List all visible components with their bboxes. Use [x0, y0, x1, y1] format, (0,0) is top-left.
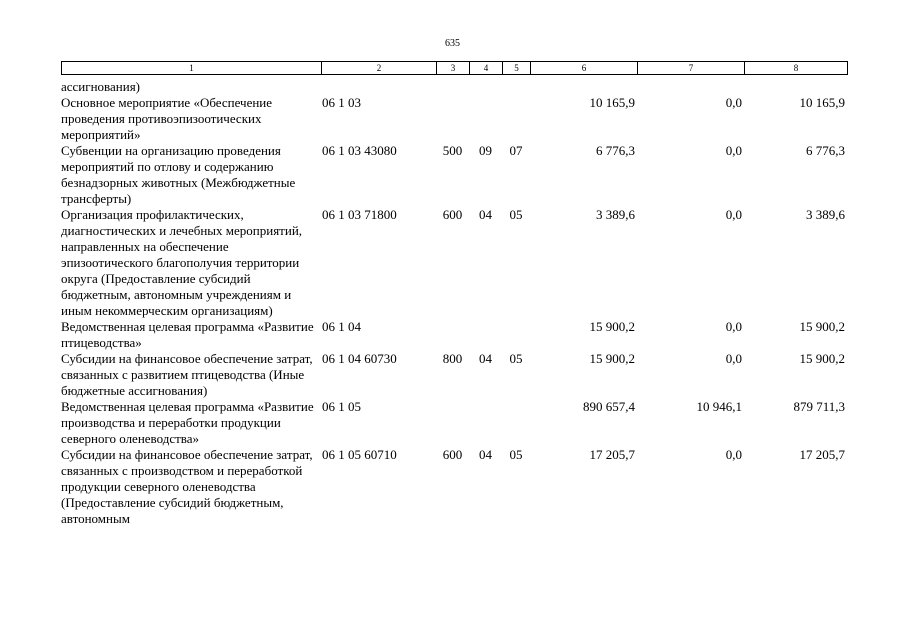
page-number: 635: [445, 38, 460, 49]
row-sum-subvention: [637, 79, 744, 95]
row-code: 06 1 03 71800: [322, 207, 397, 222]
row-sum-own: 15 900,2: [799, 319, 845, 334]
row-sum-subvention: 10 946,1: [696, 399, 742, 414]
table-row: [61, 399, 847, 447]
data-table: [61, 79, 847, 527]
row-sum-total: 890 657,4: [583, 399, 635, 414]
header-col-3: 3: [437, 62, 470, 75]
row-section: 04: [479, 351, 492, 366]
row-name: Ведомственная целевая программа «Развитие производства и переработки продукции северного оленеводства»: [61, 399, 314, 446]
row-section: [469, 79, 502, 95]
header-col-2: 2: [322, 62, 437, 75]
row-expense-type: 800: [442, 351, 463, 366]
row-subsection: 05: [509, 447, 523, 462]
row-subsection: [502, 319, 530, 351]
table-row: [61, 207, 847, 319]
row-sum-subvention: 0,0: [725, 351, 742, 366]
table-row: [61, 351, 847, 399]
row-name: Ведомственная целевая программа «Развитие птицеводства»: [61, 319, 314, 350]
row-subsection: 05: [509, 207, 523, 222]
row-section: [469, 95, 502, 143]
row-section: [469, 319, 502, 351]
row-sum-total: 17 205,7: [589, 447, 635, 462]
row-section: 04: [479, 447, 492, 462]
row-code: 06 1 03: [322, 95, 361, 110]
table-body: [61, 79, 847, 527]
row-sum-own: [744, 79, 847, 95]
row-sum-subvention: 0,0: [725, 207, 742, 222]
header-col-6: 6: [531, 62, 638, 75]
row-section: 04: [479, 207, 492, 222]
row-name: ассигнования): [61, 79, 141, 94]
row-expense-type: 500: [442, 143, 463, 158]
row-code: 06 1 03 43080: [322, 143, 397, 158]
row-code: 06 1 05: [322, 399, 361, 414]
header-col-8: 8: [745, 62, 848, 75]
header-col-7: 7: [638, 62, 745, 75]
table-header: [61, 61, 848, 75]
row-sum-own: 10 165,9: [799, 95, 845, 110]
row-expense-type: [436, 399, 469, 447]
row-sum-own: 17 205,7: [799, 447, 845, 462]
row-code: 06 1 05 60710: [322, 447, 397, 462]
row-sum-subvention: 0,0: [725, 447, 742, 462]
row-sum-own: 3 389,6: [806, 207, 845, 222]
row-sum-subvention: 0,0: [725, 143, 742, 158]
row-expense-type: 600: [442, 207, 463, 222]
row-expense-type: [436, 79, 469, 95]
row-expense-type: [436, 95, 469, 143]
row-sum-total: 3 389,6: [596, 207, 635, 222]
row-sum-total: 15 900,2: [589, 351, 635, 366]
row-sum-subvention: 0,0: [725, 319, 742, 334]
row-sum-own: 879 711,3: [793, 399, 845, 414]
header-col-1: 1: [62, 62, 322, 75]
row-sum-total: [530, 79, 637, 95]
row-code: 06 1 04: [322, 319, 361, 334]
row-name: Основное мероприятие «Обеспечение проведения противоэпизоотических мероприятий»: [61, 95, 273, 142]
row-sum-own: 15 900,2: [799, 351, 845, 366]
row-name: Субсидии на финансовое обеспечение затрат, связанных с развитием птицеводства (Иные бюджетные ассигнования): [61, 351, 313, 398]
row-name: Субвенции на организацию проведения мероприятий по отлову и содержанию безнадзорных животных (Межбюджетные трансферты): [61, 143, 296, 206]
row-subsection: [502, 79, 530, 95]
row-subsection: 07: [509, 143, 523, 158]
row-subsection: 05: [509, 351, 523, 366]
table-row: [61, 447, 847, 527]
table-row: [61, 143, 847, 207]
row-section: [469, 399, 502, 447]
header-col-5: 5: [503, 62, 531, 75]
row-name: Субсидии на финансовое обеспечение затрат, связанных с производством и переработкой продукции северного оленеводства (Предоставление субсидий бюджетным, автономным: [61, 447, 313, 526]
row-subsection: [502, 95, 530, 143]
row-sum-own: 6 776,3: [806, 143, 845, 158]
row-section: 09: [479, 143, 492, 158]
row-code: 06 1 04 60730: [322, 351, 397, 366]
row-sum-total: 6 776,3: [596, 143, 635, 158]
row-subsection: [502, 399, 530, 447]
header-col-4: 4: [470, 62, 503, 75]
table-row: [61, 319, 847, 351]
row-sum-total: 10 165,9: [589, 95, 635, 110]
row-sum-total: 15 900,2: [589, 319, 635, 334]
row-code: [321, 79, 436, 95]
table-row: [61, 95, 847, 143]
row-sum-subvention: 0,0: [725, 95, 742, 110]
row-expense-type: 600: [442, 447, 463, 462]
row-name: Организация профилактических, диагностических и лечебных мероприятий, направленных на обеспечение эпизоотического благополучия территории округа (Предоставление субсидий бюджетным, автономным учреждениям и иным некоммерческим организациям): [61, 207, 303, 318]
table-row: [61, 79, 847, 95]
row-expense-type: [436, 319, 469, 351]
